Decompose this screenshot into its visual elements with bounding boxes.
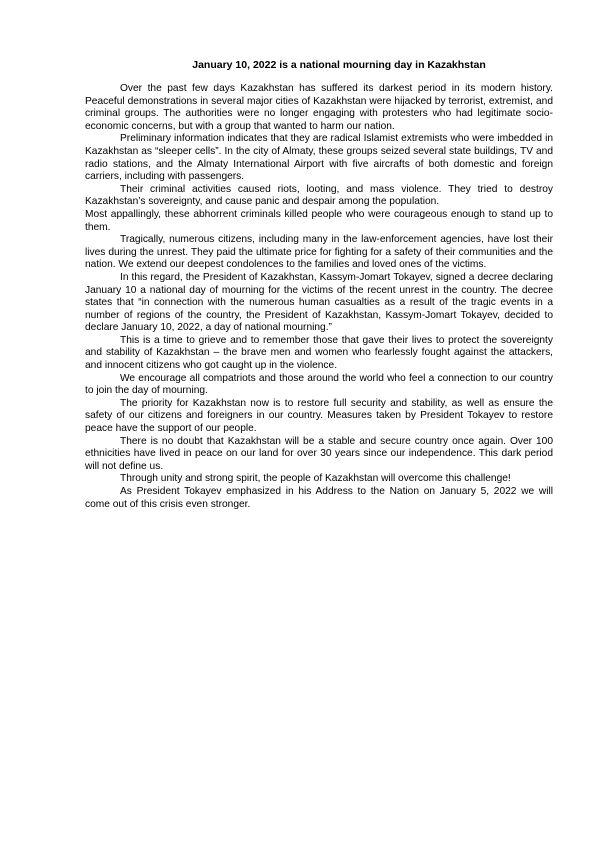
paragraph-3: Their criminal activities caused riots, looting, and mass violence. They tried to destroy Kazakhstan’s sovereignty, and cause panic and despair among the population. [85,183,553,208]
paragraph-7: This is a time to grieve and to remember those that gave their lives to protect the sovereignty and stability of Kazakhstan – the brave men and women who fearlessly fought against the attackers, and innocent citizens who got caught up in the violence. [85,334,553,372]
paragraph-12: As President Tokayev emphasized in his Address to the Nation on January 5, 2022 we will come out of this crisis even stronger. [85,486,553,510]
paragraph-5: Tragically, numerous citizens, including many in the law-enforcement agencies, have lost their lives during the unrest. They paid the ultimate price for fighting for a safety of their communities and the nation. We extend our deepest condolences to the families and loved ones of the victims. [85,234,553,271]
paragraph-4: Most appallingly, these abhorrent criminals killed people who were courageous enough to stand up to them. [85,208,553,233]
paragraph-1: Over the past few days Kazakhstan has suffered its darkest period in its modern history. Peaceful demonstrations in several major cities of Kazakhstan were hijacked by terrorist, extremist, and criminal groups. The authorities were no longer engaging with protesters who had legitimate socio-economic concerns, but with a group that wanted to harm our nation. [85,83,553,132]
paragraph-10: There is no doubt that Kazakhstan will be a stable and secure country once again. Over 100 ethnicities have lived in peace on our land for over 30 years since our independence. This dark period will not define us. [85,435,553,472]
paragraph-8: We encourage all compatriots and those around the world who feel a connection to our country to join the day of mourning. [85,372,553,397]
paragraph-2: Preliminary information indicates that they are radical Islamist extremists who were imbedded in Kazakhstan as “sleeper cells”. In the city of Almaty, these groups seized several state buildings, TV and radio stations, and the Almaty International Airport with five aircrafts of both domestic and foreign carriers, including with passengers. [85,133,553,183]
paragraph-9: The priority for Kazakhstan now is to restore full security and stability, as well as ensure the safety of our citizens and foreigners in our country. Measures taken by President Tokayev to restore peace have the support of our people. [85,397,553,435]
document-page [85,58,553,511]
document-title: January 10, 2022 is a national mourning day in Kazakhstan [192,59,486,71]
paragraph-11: Through unity and strong spirit, the people of Kazakhstan will overcome this challenge! [120,473,511,485]
paragraph-6: In this regard, the President of Kazakhstan, Kassym-Jomart Tokayev, signed a decree declaring January 10 a national day of mourning for the victims of the recent unrest in the country. The decree states that “in connection with the numerous human casualties as a result of the tragic events in a number of regions of the country, the President of Kazakhstan, Kassym-Jomart Tokayev, decided to declare January 10, 2022, a day of national mourning.” [85,271,553,334]
